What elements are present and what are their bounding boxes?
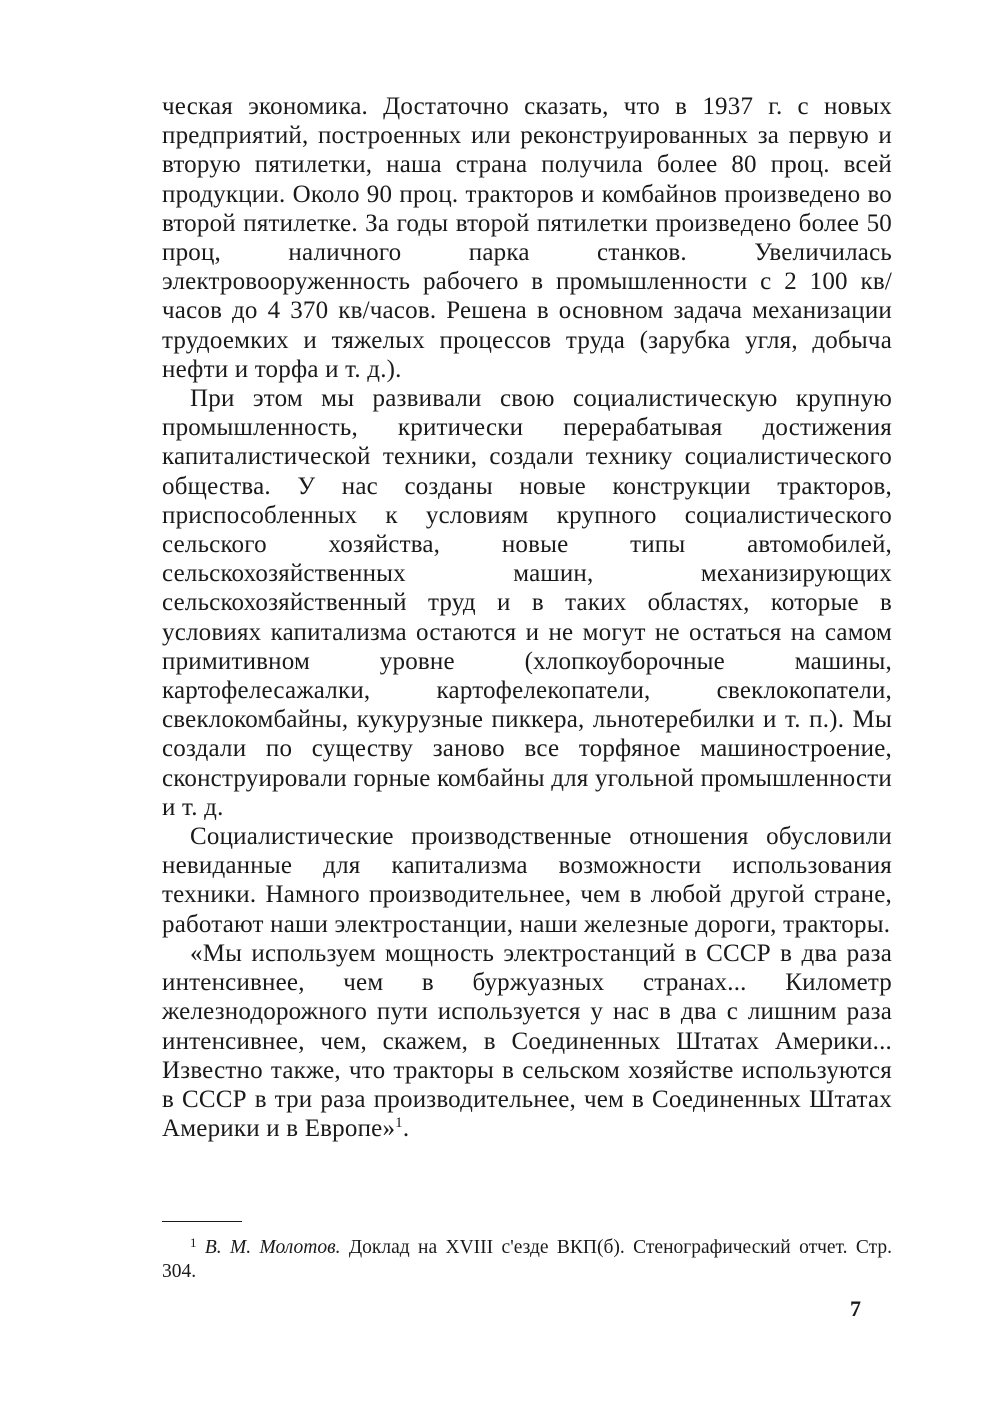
footnote-text: Доклад на XVIII с'езде ВКП(б). Стенографический отчет. Стр. 304. [162, 1237, 892, 1282]
footnote-author: В. М. Молотов. [204, 1237, 341, 1258]
paragraph-1: ческая экономика. Достаточно сказать, что в 1937 г. с новых предприятий, построенных или реконструированных за первую и вторую пятилетки, наша страна получила более 80 проц. всей продукции. Около 90 проц. тракторов и комбайнов произведено во второй пятилетке. За годы второй пятилетки произведено более 50 проц, наличного парка станков. Увеличилась электровооруженность рабочего в промышленности с 2 100 кв/часов до 4 370 кв/часов. Решена в основном задача механизации трудоемких и тяжелых процессов труда (зарубка угля, добыча нефти и торфа и т. д.). [162, 93, 892, 383]
footnote-divider [162, 1221, 242, 1222]
footnote-marker: 1 [395, 1115, 403, 1132]
paragraph-4-quote: «Мы используем мощность электростанций в СССР в два раза интенсивнее, чем в буржуазных странах... Километр железнодорожного пути используется у нас в два с лишним раза интенсивнее, чем, скажем, в Соединенных Штатах Америки... Известно также, что тракторы в сельском хозяйстве используются в СССР в три раза производительнее, чем в Соединенных Штатах Америки и в Европе»$^1$. [162, 939, 892, 1143]
page-number: 7 [850, 1296, 861, 1321]
quote-text: «Мы используем мощность электростанций в СССР в два раза интенсивнее, чем в буржуазных странах... Километр железнодорожного пути используется у нас в два с лишним раза интенсивнее, чем, скажем, в Соединенных Штатах Америки... Известно также, что тракторы в сельском хозяйстве используются в СССР в три раза производительнее, чем в Соединенных Штатах Америки и в Европе» [162, 939, 892, 1143]
footnote [162, 1236, 892, 1284]
paragraph-2: При этом мы развивали свою социалистическую крупную промышленность, критически перерабатывая достижения капиталистической техники, создали технику социалистического общества. У нас созданы новые конструкции тракторов, приспособленных к условиям крупного социалистического сельского хозяйства, новые типы автомобилей, сельскохозяйственных машин, механизирующих сельскохозяйственный труд и в таких областях, которые в условиях капитализма остаются и не могут не остаться на самом примитивном уровне (хлопкоуборочные машины, картофелесажалки, картофелекопатели, свеклокопатели, свеклокомбайны, кукурузные пиккера, льнотеребилки и т. п.). Мы создали по существу заново все торфяное машиностроение, сконструировали горные комбайны для угольной промышленности и т. д. [162, 385, 892, 821]
paragraph-3: Социалистические производственные отношения обусловили невиданные для капитализма возможности использования техники. Намного производительнее, чем в любой другой стране, работают наши электростанции, наши железные дороги, тракторы. [162, 823, 892, 938]
main-text [162, 92, 892, 1143]
footnote-number: 1 [190, 1235, 197, 1250]
